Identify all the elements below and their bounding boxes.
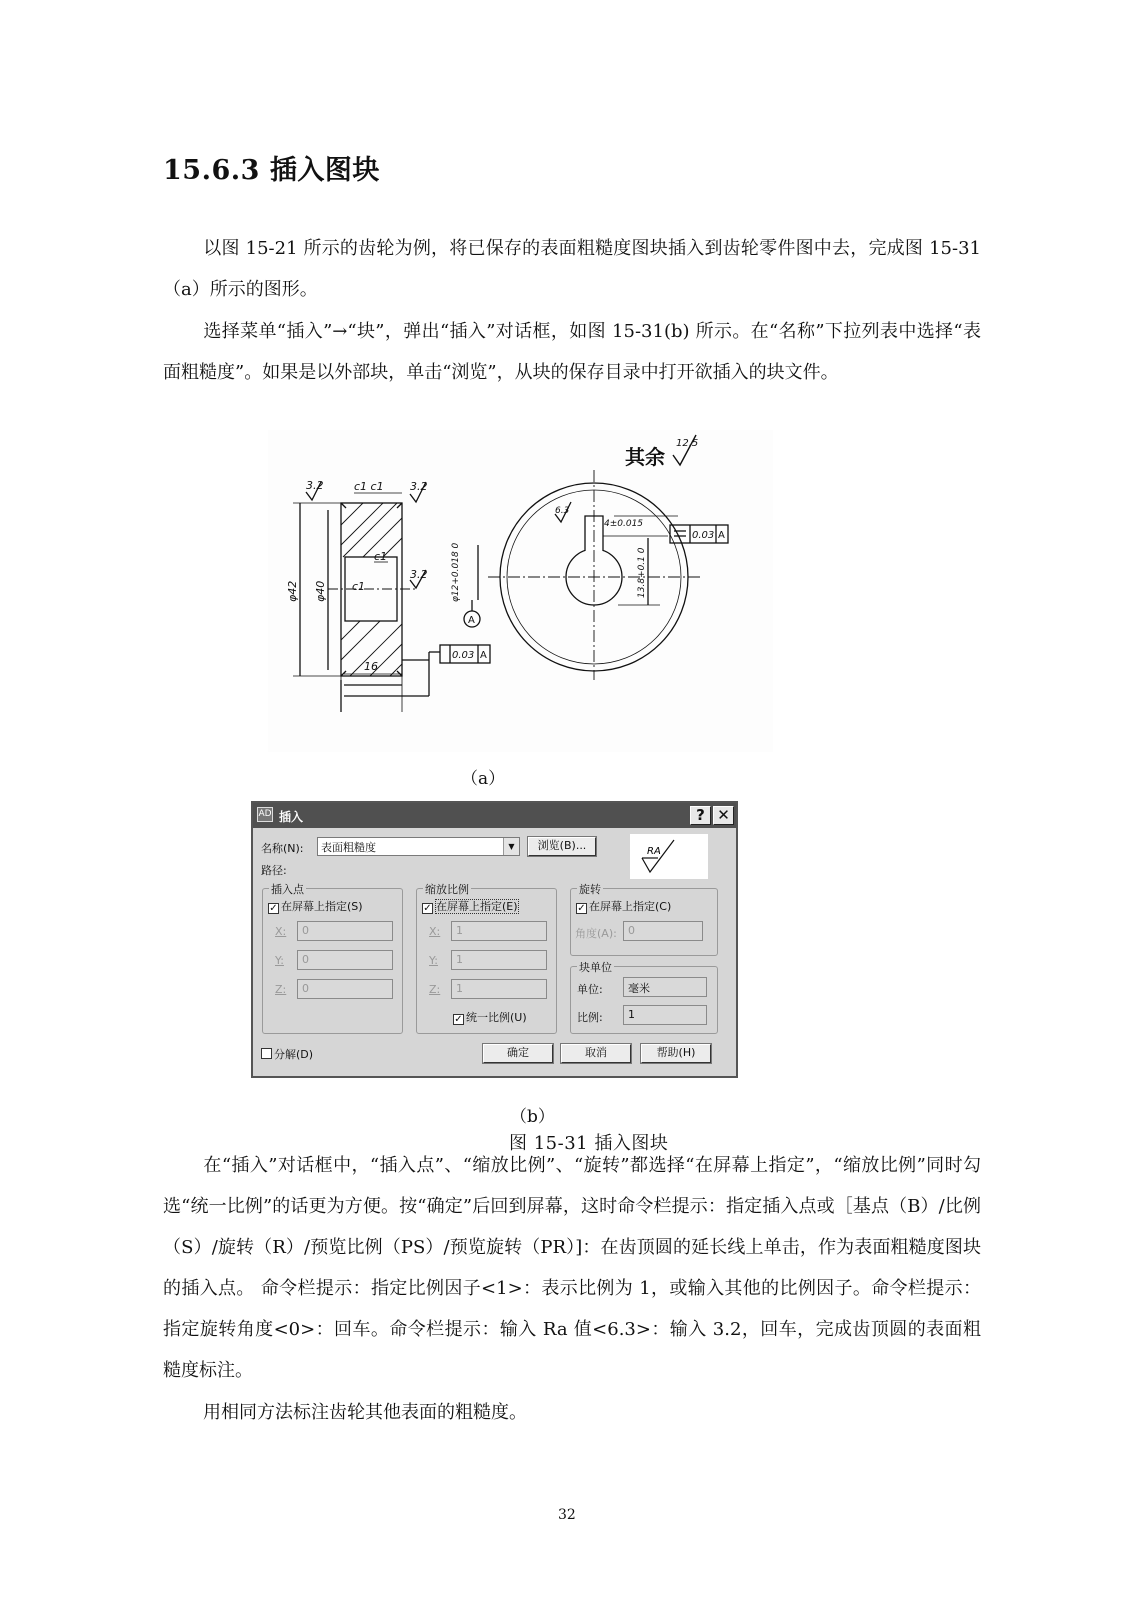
rotation-group (570, 883, 718, 956)
gear-drawing (268, 430, 773, 752)
label-rest: 其余 (625, 445, 665, 469)
name-dropdown[interactable] (317, 837, 520, 856)
label-chamfer-in1: c1 (374, 550, 388, 563)
section-heading: 15.6.3 插入图块 (163, 155, 380, 186)
label-keyway-depth: 13.8+0.1 0 (637, 547, 647, 598)
y-label: Y: (429, 954, 438, 967)
paragraph-1: 以图 15-21 所示的齿轮为例，将已保存的表面粗糙度图块插入到齿轮零件图中去，完成图 15-31（a）所示的图形。 (163, 238, 981, 300)
scale-group (416, 883, 557, 1034)
z-label: Z: (275, 983, 287, 996)
scale-x-input[interactable]: 1 (451, 921, 547, 941)
insert-z-input[interactable]: 0 (297, 979, 393, 999)
dialog-title: 插入 (279, 810, 304, 824)
paragraph-2: 选择菜单“插入”→“块”，弹出“插入”对话框，如图 15-31(b) 所示。在“名称”下拉列表中选择“表面粗糙度”。如果是以外部块，单击“浏览”，从块的保存目录中打开欲插入的块文件。 (163, 321, 981, 383)
checkbox-checked-icon: ✓ (269, 903, 278, 914)
scale-y-input[interactable]: 1 (451, 950, 547, 970)
factor-label: 比例: (577, 1011, 603, 1024)
z-label: Z: (429, 983, 441, 996)
label-datum: A (468, 615, 475, 626)
label-dim-outer: φ42 (286, 580, 299, 602)
label-rough-right: 3.2 (410, 480, 428, 493)
app-icon: AD (257, 807, 273, 822)
scale-z-input[interactable]: 1 (451, 979, 547, 999)
unit-value: 毫米 (623, 977, 707, 997)
x-label: X: (275, 925, 287, 938)
name-label: 名称(N): (261, 842, 304, 855)
y-label: Y: (275, 954, 284, 967)
dialog-titlebar (253, 803, 736, 828)
insert-x-input[interactable]: 0 (297, 921, 393, 941)
block-preview (630, 834, 708, 879)
checkbox-checked-icon: ✓ (577, 903, 586, 914)
name-dropdown-value: 表面粗糙度 (321, 841, 376, 854)
help-button[interactable]: 帮助(H) (641, 1044, 711, 1063)
label-dim-width: 16 (364, 660, 378, 673)
chevron-down-icon[interactable]: ▼ (503, 838, 519, 855)
insert-y-input[interactable]: 0 (297, 950, 393, 970)
browse-button[interactable]: 浏览(B)... (528, 837, 596, 856)
insert-point-title: 插入点 (271, 883, 304, 896)
insert-point-onscreen-checkbox[interactable]: ✓ 在屏幕上指定(S) (269, 900, 363, 914)
unit-label: 单位: (577, 983, 603, 996)
caption-a: （a） (461, 769, 506, 789)
label-rough-mid: 3.2 (410, 568, 428, 581)
paragraph-4: 用相同方法标注齿轮其他表面的粗糙度。 (203, 1402, 527, 1423)
caption-b: （b） (510, 1107, 555, 1127)
checkbox-checked-icon: ✓ (454, 1014, 463, 1025)
checkbox-unchecked-icon (261, 1048, 272, 1059)
rotation-onscreen-checkbox[interactable]: ✓ 在屏幕上指定(C) (577, 900, 672, 914)
svg-text:A: A (718, 530, 725, 541)
page-number: 32 (558, 1507, 576, 1523)
label-rest-value: 12.5 (676, 438, 699, 449)
checkbox-checked-icon: ✓ (423, 903, 432, 914)
ok-button[interactable]: 确定 (483, 1044, 553, 1063)
svg-text:A: A (480, 650, 487, 661)
label-chamfer-top: c1 c1 (354, 480, 384, 493)
insert-point-group (262, 883, 403, 1034)
angle-label: 角度(A): (575, 927, 617, 940)
insert-dialog (251, 801, 738, 1078)
cancel-button[interactable]: 取消 (561, 1044, 631, 1063)
scale-onscreen-checkbox[interactable]: ✓ 在屏幕上指定(E) (423, 900, 518, 914)
block-unit-group (570, 961, 718, 1034)
label-chamfer-in2: c1 (352, 580, 366, 593)
label-tol-runout: 0.03 (452, 650, 475, 661)
label-rough-left: 3.2 (306, 479, 324, 492)
block-unit-title: 块单位 (579, 961, 612, 974)
section-hatching (341, 503, 402, 676)
angle-input[interactable]: 0 (623, 921, 703, 941)
label-tol-sym: 0.03 (692, 530, 715, 541)
path-label: 路径: (261, 864, 287, 877)
rotation-title: 旋转 (579, 883, 601, 896)
x-label: X: (429, 925, 441, 938)
explode-checkbox[interactable]: 分解(D) (261, 1046, 313, 1062)
close-icon[interactable]: ✕ (713, 806, 734, 825)
factor-value: 1 (623, 1005, 707, 1025)
paragraph-3: 在“插入”对话框中，“插入点”、“缩放比例”、“旋转”都选择“在屏幕上指定”，“缩放比例”同时勾选“统一比例”的话更为方便。按“确定”后回到屏幕，这时命令栏提示：指定插入点或［基点（B）/比例（S）/旋转（R）/预览比例（PS）/预览旋转（PR）]：在齿顶圆的延长线上单击，作为表面粗糙度图块的插入点。 命令栏提示：指定比例因子<1>：表示比例为 1，或输入其他的比例因子。命令栏提示：指定旋转角度<0>：回车。命令栏提示：输入 Ra 值<6.3>：输入 3.2，回车，完成齿顶圆的表面粗糙度标注。 (163, 1155, 981, 1381)
scale-title: 缩放比例 (425, 883, 469, 896)
preview-text: RA (647, 846, 661, 857)
label-rough-hub: 6.3 (555, 506, 570, 516)
figure-title: 图 15-31 插入图块 (509, 1133, 669, 1154)
label-dim-bore: φ12+0.018 0 (451, 542, 461, 602)
help-icon[interactable]: ? (690, 806, 711, 825)
label-dim-root: φ40 (314, 580, 327, 602)
label-keyway-width: 4±0.015 (604, 519, 644, 529)
uniform-scale-checkbox[interactable]: ✓ 统一比例(U) (454, 1011, 527, 1025)
